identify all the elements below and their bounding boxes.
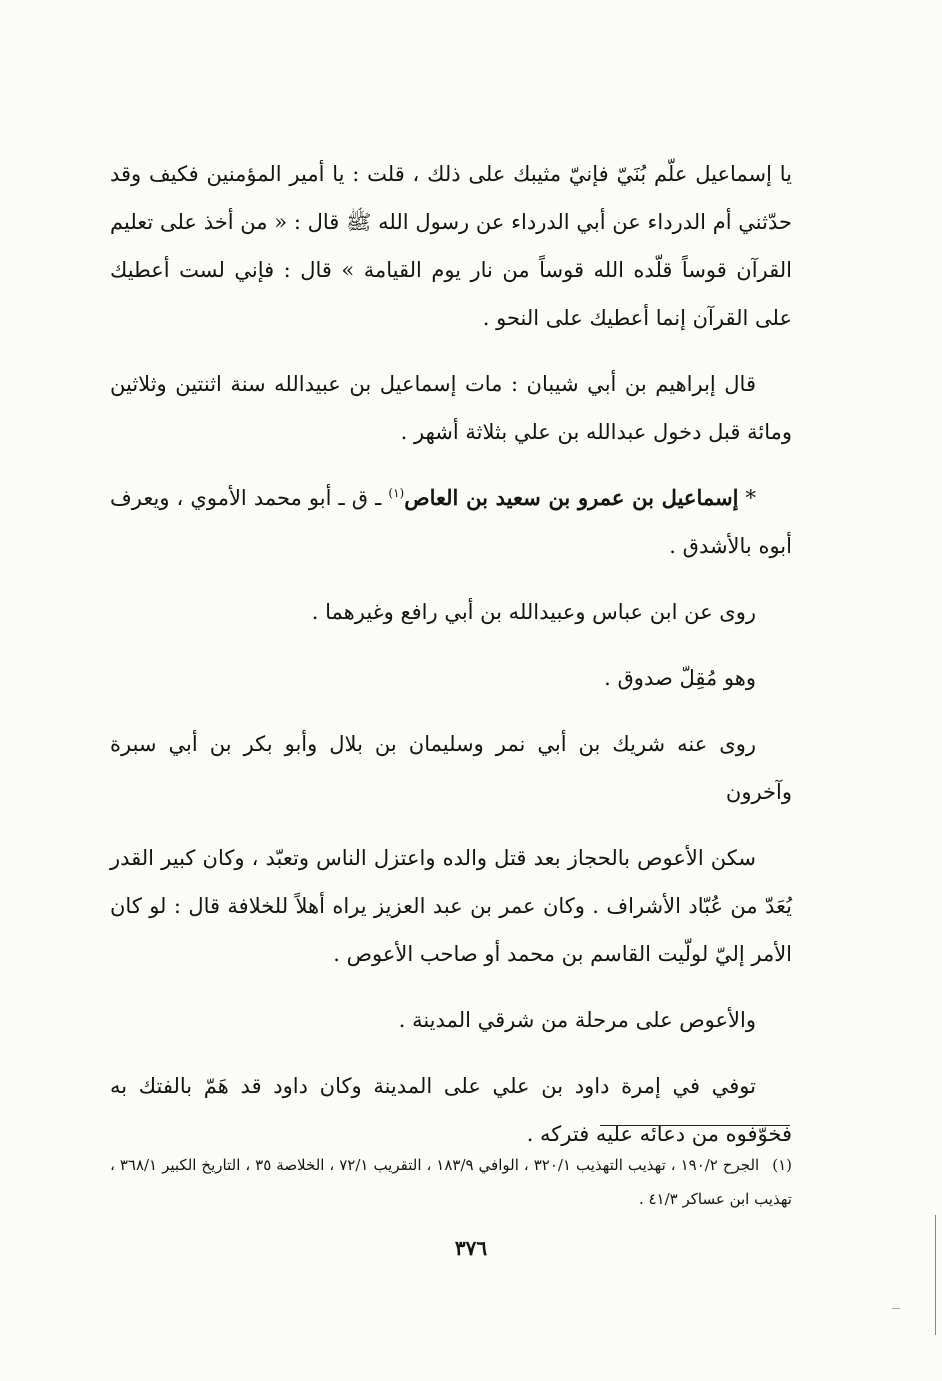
page-number: ٣٧٦ [454,1236,488,1260]
paragraph-location: والأعوص على مرحلة من شرقي المدينة . [398,1008,756,1032]
footnote-text: الجرح ١٩٠/٢ ، تهذيب التهذيب ٣٢٠/١ ، الوافي ١٨٣/٩ ، التقريب ٧٢/١ ، الخلاصة ٣٥ ، التاريخ الكبير ٣٦٨/١ ، تهذيب ابن عساكر ٤١/٣ . [110,1156,792,1208]
paragraph-narrated-by: روى عنه شريك بن أبي نمر وسليمان بن بلال وأبو بكر بن أبي سبرة وآخرون [110,732,792,804]
footnote-reference[interactable]: (١) [388,486,405,500]
entry-marker: * [745,486,757,510]
biography-entry-heading [110,474,792,570]
footnote-label: (١) [772,1156,792,1174]
footnotes [110,1148,792,1216]
page-edge-dash [892,1308,900,1309]
paragraph-teaching-story: يا إسماعيل علّم بُنَيّ فإنيّ مثيبك على ذلك ، قلت : يا أمير المؤمنين فكيف وقد حدّثني أم الدرداء عن أبي الدرداء عن رسول الله ﷺ قال : « من أخذ على تعليم القرآن قوساً قلّده الله قوساً من نار يوم القيامة » قال : فإني لست أعطيك على القرآن إنما أعطيك على النحو . [110,162,792,330]
paragraph-reliability: وهو مُقِلّ صدوق . [604,666,756,690]
footnote-separator [600,1125,790,1126]
entry-description: ـ ق ـ أبو محمد الأموي ، ويعرف أبوه بالأشدق . [110,486,792,558]
paragraph-narrated-from: روى عن ابن عباس وعبيدالله بن أبي رافع وغيرهما . [311,600,756,624]
main-text [110,150,792,1176]
paragraph-residence: سكن الأعوص بالحجاز بعد قتل والده واعتزل الناس وتعبّد ، وكان كبير القدر يُعَدّ من عُبّاد الأشراف . وكان عمر بن عبد العزيز يراه أهلاً للخلافة قال : لو كان الأمر إليّ لولّيت القاسم بن محمد أو صاحب الأعوص . [110,846,792,966]
entry-name: إسماعيل بن عمرو بن سعيد بن العاص [404,485,739,510]
page-edge-line [935,1215,936,1335]
paragraph-death: توفي في إمرة داود بن علي على المدينة وكان داود قد هَمّ بالفتك به فخوّفوه من دعائه عليه فتركه . [110,1074,792,1146]
paragraph-death-date: قال إبراهيم بن أبي شيبان : مات إسماعيل بن عبيدالله سنة اثنتين وثلاثين ومائة قبل دخول عبدالله بن علي بثلاثة أشهر . [110,372,792,444]
